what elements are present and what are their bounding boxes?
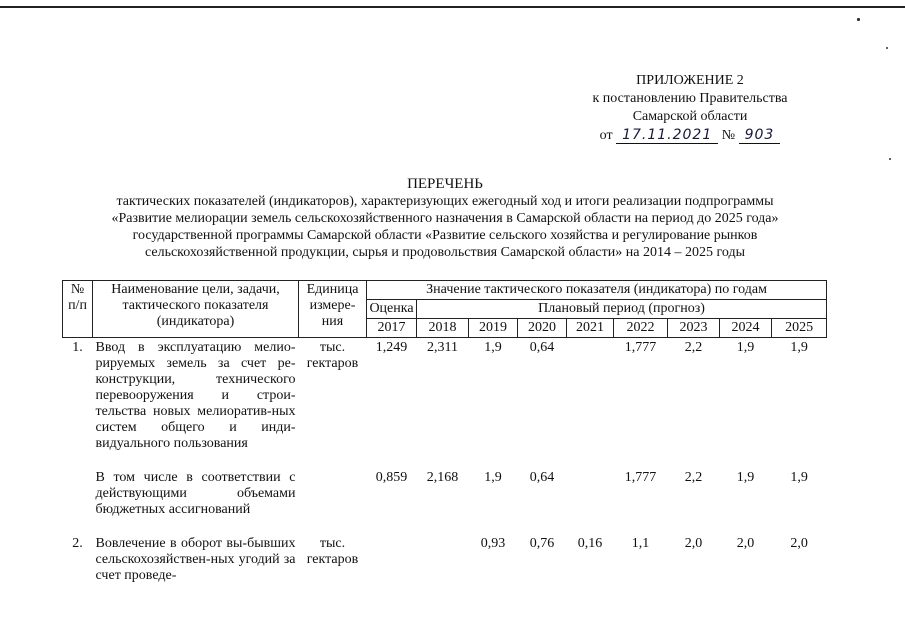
- scan-border-line: [0, 6, 905, 8]
- row-spacer: [63, 454, 827, 468]
- indicators-table: [62, 280, 827, 586]
- row-value: 0,859: [375, 470, 408, 485]
- header-estimate: Оценка: [367, 300, 417, 319]
- row-value: 2,2: [684, 470, 703, 485]
- title-line-4: сельскохозяйственной продукции, сырья и продовольствия Самарской области» на 2014 – 2025 годы: [145, 245, 745, 260]
- header-year: 2024: [720, 319, 772, 338]
- header-year: 2021: [567, 319, 614, 338]
- row-value: 1,777: [624, 340, 657, 355]
- appendix-date-number: [560, 126, 820, 145]
- header-name: Наименование цели, задачи, тактического показателя (индикатора): [93, 281, 299, 338]
- row-value: 2,0: [790, 536, 808, 551]
- row-value: 1,9: [484, 340, 502, 355]
- row-number: 1.: [72, 340, 83, 355]
- scan-speck: [889, 158, 891, 160]
- header-unit: Единица измере-ния: [299, 281, 367, 338]
- row-name: Вовлечение в оборот вы-бывших сельскохозяйствен-ных угодий за счет проведе-: [95, 536, 296, 583]
- row-value: 0,64: [529, 340, 555, 355]
- title-line-1: тактических показателей (индикаторов), характеризующих ежегодный ход и итоги реализации подпрограммы: [116, 194, 774, 209]
- row-name: В том числе в соответствии с действующими объемами бюджетных ассигнований: [95, 470, 296, 517]
- row-value: [367, 534, 417, 586]
- row-value: 1,249: [375, 340, 408, 355]
- appendix-region: Самарской области: [632, 109, 748, 124]
- row-value: 1,9: [790, 470, 808, 485]
- row-value: 2,0: [684, 536, 703, 551]
- header-values-group: Значение тактического показателя (индикатора) по годам: [367, 281, 827, 300]
- header-year: 2023: [668, 319, 720, 338]
- row-value: 1,1: [631, 536, 650, 551]
- header-year: 2017: [367, 319, 417, 338]
- row-number: [63, 468, 93, 520]
- row-value: [567, 468, 614, 520]
- row-value: 1,9: [790, 340, 808, 355]
- row-unit: тыс. гектаров: [306, 340, 359, 371]
- row-value: 2,2: [684, 340, 703, 355]
- table-row: [63, 468, 827, 520]
- date-prefix: от: [599, 128, 613, 143]
- row-value: 1,777: [624, 470, 657, 485]
- date-handwritten: 17.11.2021: [616, 127, 718, 144]
- title-line-3: государственной программы Самарской области «Развитие сельского хозяйства и регулирование рынков: [132, 228, 758, 243]
- row-number: 2.: [72, 536, 83, 551]
- appendix-title: ПРИЛОЖЕНИЕ 2: [636, 73, 744, 88]
- header-year: 2018: [417, 319, 469, 338]
- row-value: 1,9: [736, 340, 755, 355]
- row-value: 0,64: [529, 470, 555, 485]
- header-year: 2025: [772, 319, 827, 338]
- number-prefix: №: [721, 128, 736, 143]
- title-line-2: «Развитие мелиорации земель сельскохозяйственного назначения в Самарской области на период до 2025 года»: [111, 211, 779, 226]
- header-year: 2020: [518, 319, 567, 338]
- number-handwritten: 903: [739, 127, 781, 144]
- row-value: 2,311: [427, 340, 458, 355]
- header-year: 2019: [469, 319, 518, 338]
- appendix-resolution: к постановлению Правительства: [592, 91, 788, 106]
- row-value: 0,93: [480, 536, 506, 551]
- row-value: 2,0: [736, 536, 755, 551]
- scan-speck: [886, 47, 888, 49]
- document-title: [60, 176, 830, 261]
- header-plan-period: Плановый период (прогноз): [417, 300, 827, 319]
- row-value: 2,168: [426, 470, 459, 485]
- row-value: 1,9: [736, 470, 755, 485]
- row-value: [567, 338, 614, 455]
- header-num: № п/п: [63, 281, 93, 338]
- title-heading: ПЕРЕЧЕНЬ: [407, 176, 483, 192]
- header-year: 2022: [614, 319, 668, 338]
- scan-speck: [857, 18, 860, 21]
- row-unit: тыс. гектаров: [306, 536, 359, 567]
- row-value: [417, 534, 469, 586]
- table-row: [63, 338, 827, 455]
- row-spacer: [63, 520, 827, 534]
- row-value: 1,9: [484, 470, 502, 485]
- appendix-block: [560, 72, 820, 145]
- table-row: [63, 534, 827, 586]
- row-unit: [299, 468, 367, 520]
- row-name: Ввод в эксплуатацию мелио-рируемых земель за счет ре-конструкции, технического перевооружения и строи-тельства новых мелиоратив-ных систем общего и инди-видуального пользования: [95, 340, 296, 451]
- row-value: 0,16: [577, 536, 603, 551]
- row-value: 0,76: [529, 536, 555, 551]
